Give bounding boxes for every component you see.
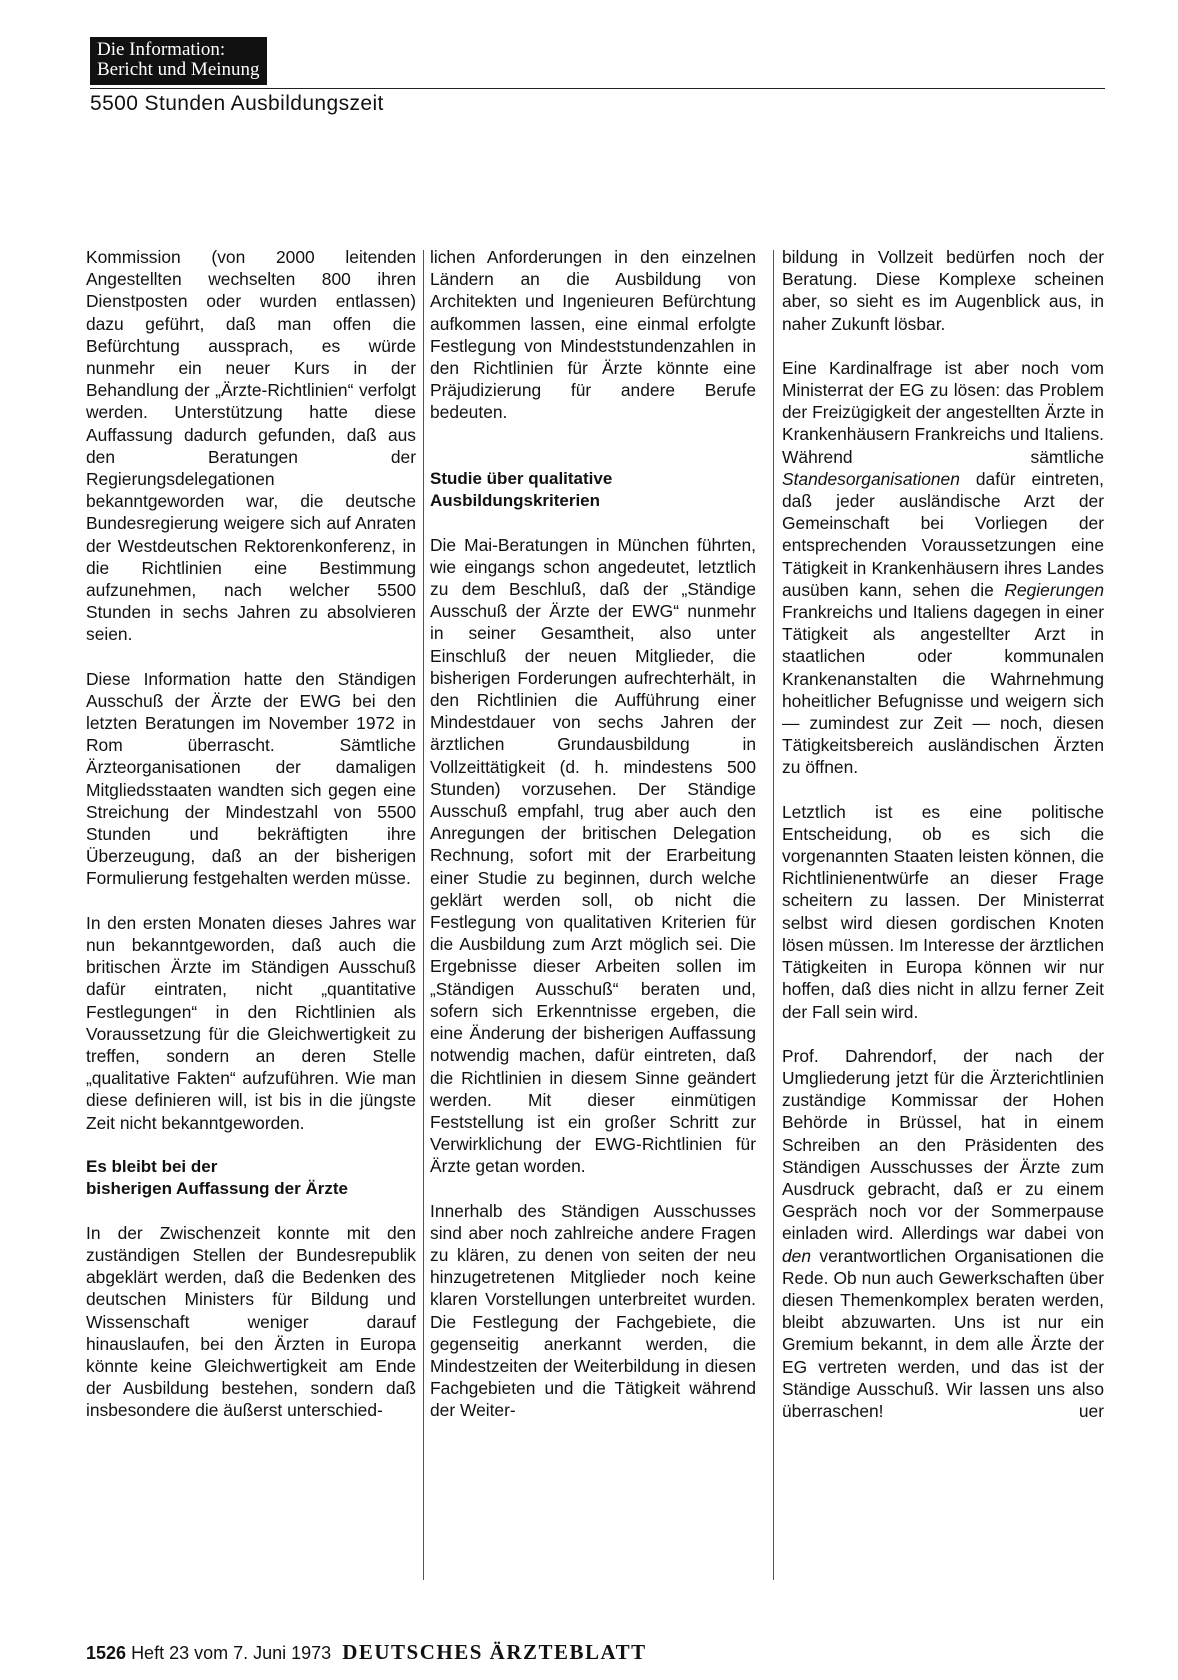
- paragraph: [782, 1045, 1104, 1422]
- page-headline: 5500 Stunden Ausbildungszeit: [90, 92, 384, 115]
- paragraph: Innerhalb des Ständigen Ausschusses sind aber noch zahlreiche andere Fragen zu klären, zu denen von seiten der neu hinzugetretenen Mitglieder noch keine klaren Vorstellungen unterbreitet wurden. Die Festlegung der Fachgebiete, die gegenseitig anerkannt werden, die Mindestzeiten der Weiterbildung in diesen Fachgebieten und die Tätigkeit während der Weiter-: [430, 1200, 756, 1421]
- issue-info: Heft 23 vom 7. Juni 1973: [131, 1643, 332, 1663]
- rubric-line-2: Bericht und Meinung: [97, 59, 260, 80]
- emphasis: den: [782, 1245, 812, 1266]
- subheading: [430, 468, 756, 512]
- text-run: verantwortlichen Organisationen die Rede. Ob nun auch Gewerkschaften über diesen Themenkomplex beraten werden, bleibt abzuwarten. Uns ist nur ein Gremium bekannt, in dem alle Ärzte der EG vertreten werden, und das ist der Ständige Ausschuß. Wir lassen uns also überraschen!: [782, 1245, 1104, 1421]
- paragraph: [782, 357, 1104, 779]
- column-divider-2: [773, 250, 774, 1580]
- subheading-line: Ausbildungskriterien: [430, 490, 601, 510]
- emphasis: Standesorganisationen: [782, 468, 960, 489]
- paragraph: Diese Information hatte den Ständigen Ausschuß der Ärzte der EWG bei den letzten Beratungen im November 1972 in Rom überrascht. Sämtliche Ärzteorganisationen der damaligen Mitgliedsstaaten wandten sich gegen eine Streichung der Mindestzahl von 5500 Stunden und bekräftigten ihre Überzeugung, daß an der bisherigen Formulierung festgehalten werden müsse.: [86, 668, 416, 889]
- section-rubric: [90, 37, 267, 85]
- page-footer: [86, 1640, 647, 1665]
- paragraph: bildung in Vollzeit bedürfen noch der Beratung. Diese Komplexe scheinen aber, so sieht es im Augenblick aus, in naher Zukunft lösbar.: [782, 247, 1104, 334]
- subheading-line: bisherigen Auffassung der Ärzte: [86, 1178, 348, 1198]
- text-run: Eine Kardinalfrage ist aber noch vom Ministerrat der EG zu lösen: das Problem der Freizügigkeit der angestellten Ärzte in Krankenhäusern Frankreichs und Italiens. Während sämtliche: [782, 357, 1104, 467]
- paragraph: Die Mai-Beratungen in München führten, wie eingangs schon angedeutet, letztlich zu dem Beschluß, daß der „Ständige Ausschuß der Ärzte der EWG“ nunmehr in seiner Gesamtheit, also unter Einschluß der neuen Mitglieder, die bisherigen Forderungen aufrechterhält, in den Richtlinien die Aufführung einer Mindestdauer von sechs Jahren der ärztlichen Grundausbildung in Vollzeittätigkeit (d. h. mindestens 500 Stunden) vorzusehen. Der Ständige Ausschuß empfahl, trug aber auch den Anregungen der britischen Delegation Rechnung, sofort mit der Erarbeitung einer Studie zu beginnen, durch welche geklärt werden soll, ob nicht die Festlegung von qualitativen Kriterien für die Ausbildung zum Arzt möglich sei. Die Ergebnisse dieser Arbeiten sollen im „Ständigen Ausschuß“ beraten und, sofern sich Erkenntnisse ergeben, die eine Änderung der bisherigen Auffassung notwendig machen, dafür eintreten, daß die Richtlinien in diesem Sinne geändert werden. Mit dieser einmütigen Feststellung ist ein großer Schritt zur Verwirklichung der EWG-Richtlinien für Ärzte getan worden.: [430, 534, 756, 1177]
- header-rule: [90, 88, 1105, 89]
- page-number: 1526: [86, 1643, 127, 1663]
- subheading-line: Es bleibt bei der: [86, 1156, 218, 1176]
- paragraph: Kommission (von 2000 leitenden Angestellten wechselten 800 ihren Dienstposten oder wurden entlassen) dazu geführt, daß man offen die Befürchtung aussprach, es würde nunmehr ein neuer Kurs in der Behandlung der „Ärzte-Richtlinien“ verfolgt werden. Unterstützung hatte diese Auffassung dadurch gefunden, daß aus den Beratungen der Regierungsdelegationen bekanntgeworden war, die deutsche Bundesregierung weigere sich auf Anraten der Westdeutschen Rektorenkonferenz, in die Richtlinien eine Bestimmung aufzunehmen, nach welcher 5500 Stunden in sechs Jahren zu absolvieren seien.: [86, 247, 416, 645]
- text-run: Prof. Dahrendorf, der nach der Umgliederung jetzt für die Ärzterichtlinien zuständige Kommissar der Hohen Behörde in Brüssel, hat in einem Schreiben an den Präsidenten des Ständigen Ausschusses der Ärzte zum Ausdruck gebracht, daß er zu einem Gespräch noch vor der Sommerpause einladen wird. Allerdings war dabei von: [782, 1045, 1104, 1244]
- article-column-2: [430, 246, 756, 1444]
- column-divider-1: [423, 250, 424, 1580]
- subheading: [86, 1156, 416, 1200]
- paragraph: In den ersten Monaten dieses Jahres war nun bekanntgeworden, daß auch die britischen Ärzte im Ständigen Ausschuß dafür eintraten, nicht „quantitative Festlegungen“ in den Richtlinien als Voraussetzung für die Gleichwertigkeit zu treffen, sondern an deren Stelle „qualitative Fakten“ aufzuführen. Wie man diese definieren will, ist bis in die jüngste Zeit nicht bekanntgeworden.: [86, 912, 416, 1133]
- emphasis: Regierungen: [1004, 579, 1104, 600]
- paragraph: In der Zwischenzeit konnte mit den zuständigen Stellen der Bundesrepublik abgeklärt werden, daß die Bedenken des deutschen Ministers für Bildung und Wissenschaft weniger darauf hinauslaufen, bei den Ärzten in Europa könnte keine Gleichwertigkeit am Ende der Ausbildung bestehen, sondern daß insbesondere die äußerst unterschied-: [86, 1222, 416, 1421]
- article-column-3: [782, 246, 1104, 1444]
- paragraph: lichen Anforderungen in den einzelnen Ländern an die Ausbildung von Architekten und Ingenieuren Befürchtung aufkommen lassen, eine einmal erfolgte Festlegung von Mindeststundenzahlen in den Richtlinien für Ärzte könnte eine Präjudizierung für andere Berufe bedeuten.: [430, 247, 756, 423]
- author-signature: uer: [1078, 1400, 1104, 1421]
- text-run: dafür eintreten, daß jeder ausländische Arzt der Gemeinschaft bei Vorliegen der entsprechenden Voraussetzungen eine Tätigkeit in Krankenhäusern ihres Landes ausüben kann, sehen die: [782, 468, 1104, 600]
- text-run: Frankreichs und Italiens dagegen in einer Tätigkeit als angestellter Arzt in staatlichen oder kommunalen Krankenanstalten die Wahrnehmung hoheitlicher Befugnisse und weigern sich — zumindest zur Zeit — noch, diesen Tätigkeitsbereich ausländischen Ärzten zu öffnen.: [782, 602, 1104, 778]
- journal-name: DEUTSCHES ÄRZTEBLATT: [342, 1640, 647, 1664]
- article-column-1: [86, 246, 416, 1444]
- rubric-line-1: Die Information:: [97, 39, 226, 60]
- paragraph: Letztlich ist es eine politische Entscheidung, ob es sich die vorgenannten Staaten leisten können, die Richtlinienentwürfe an dieser Frage scheitern zu lassen. Der Ministerrat selbst wird diesen gordischen Knoten lösen müssen. Im Interesse der ärztlichen Tätigkeiten in Europa können wir nur hoffen, daß dies nicht in allzu ferner Zeit der Fall sein wird.: [782, 801, 1104, 1022]
- subheading-line: Studie über qualitative: [430, 468, 613, 488]
